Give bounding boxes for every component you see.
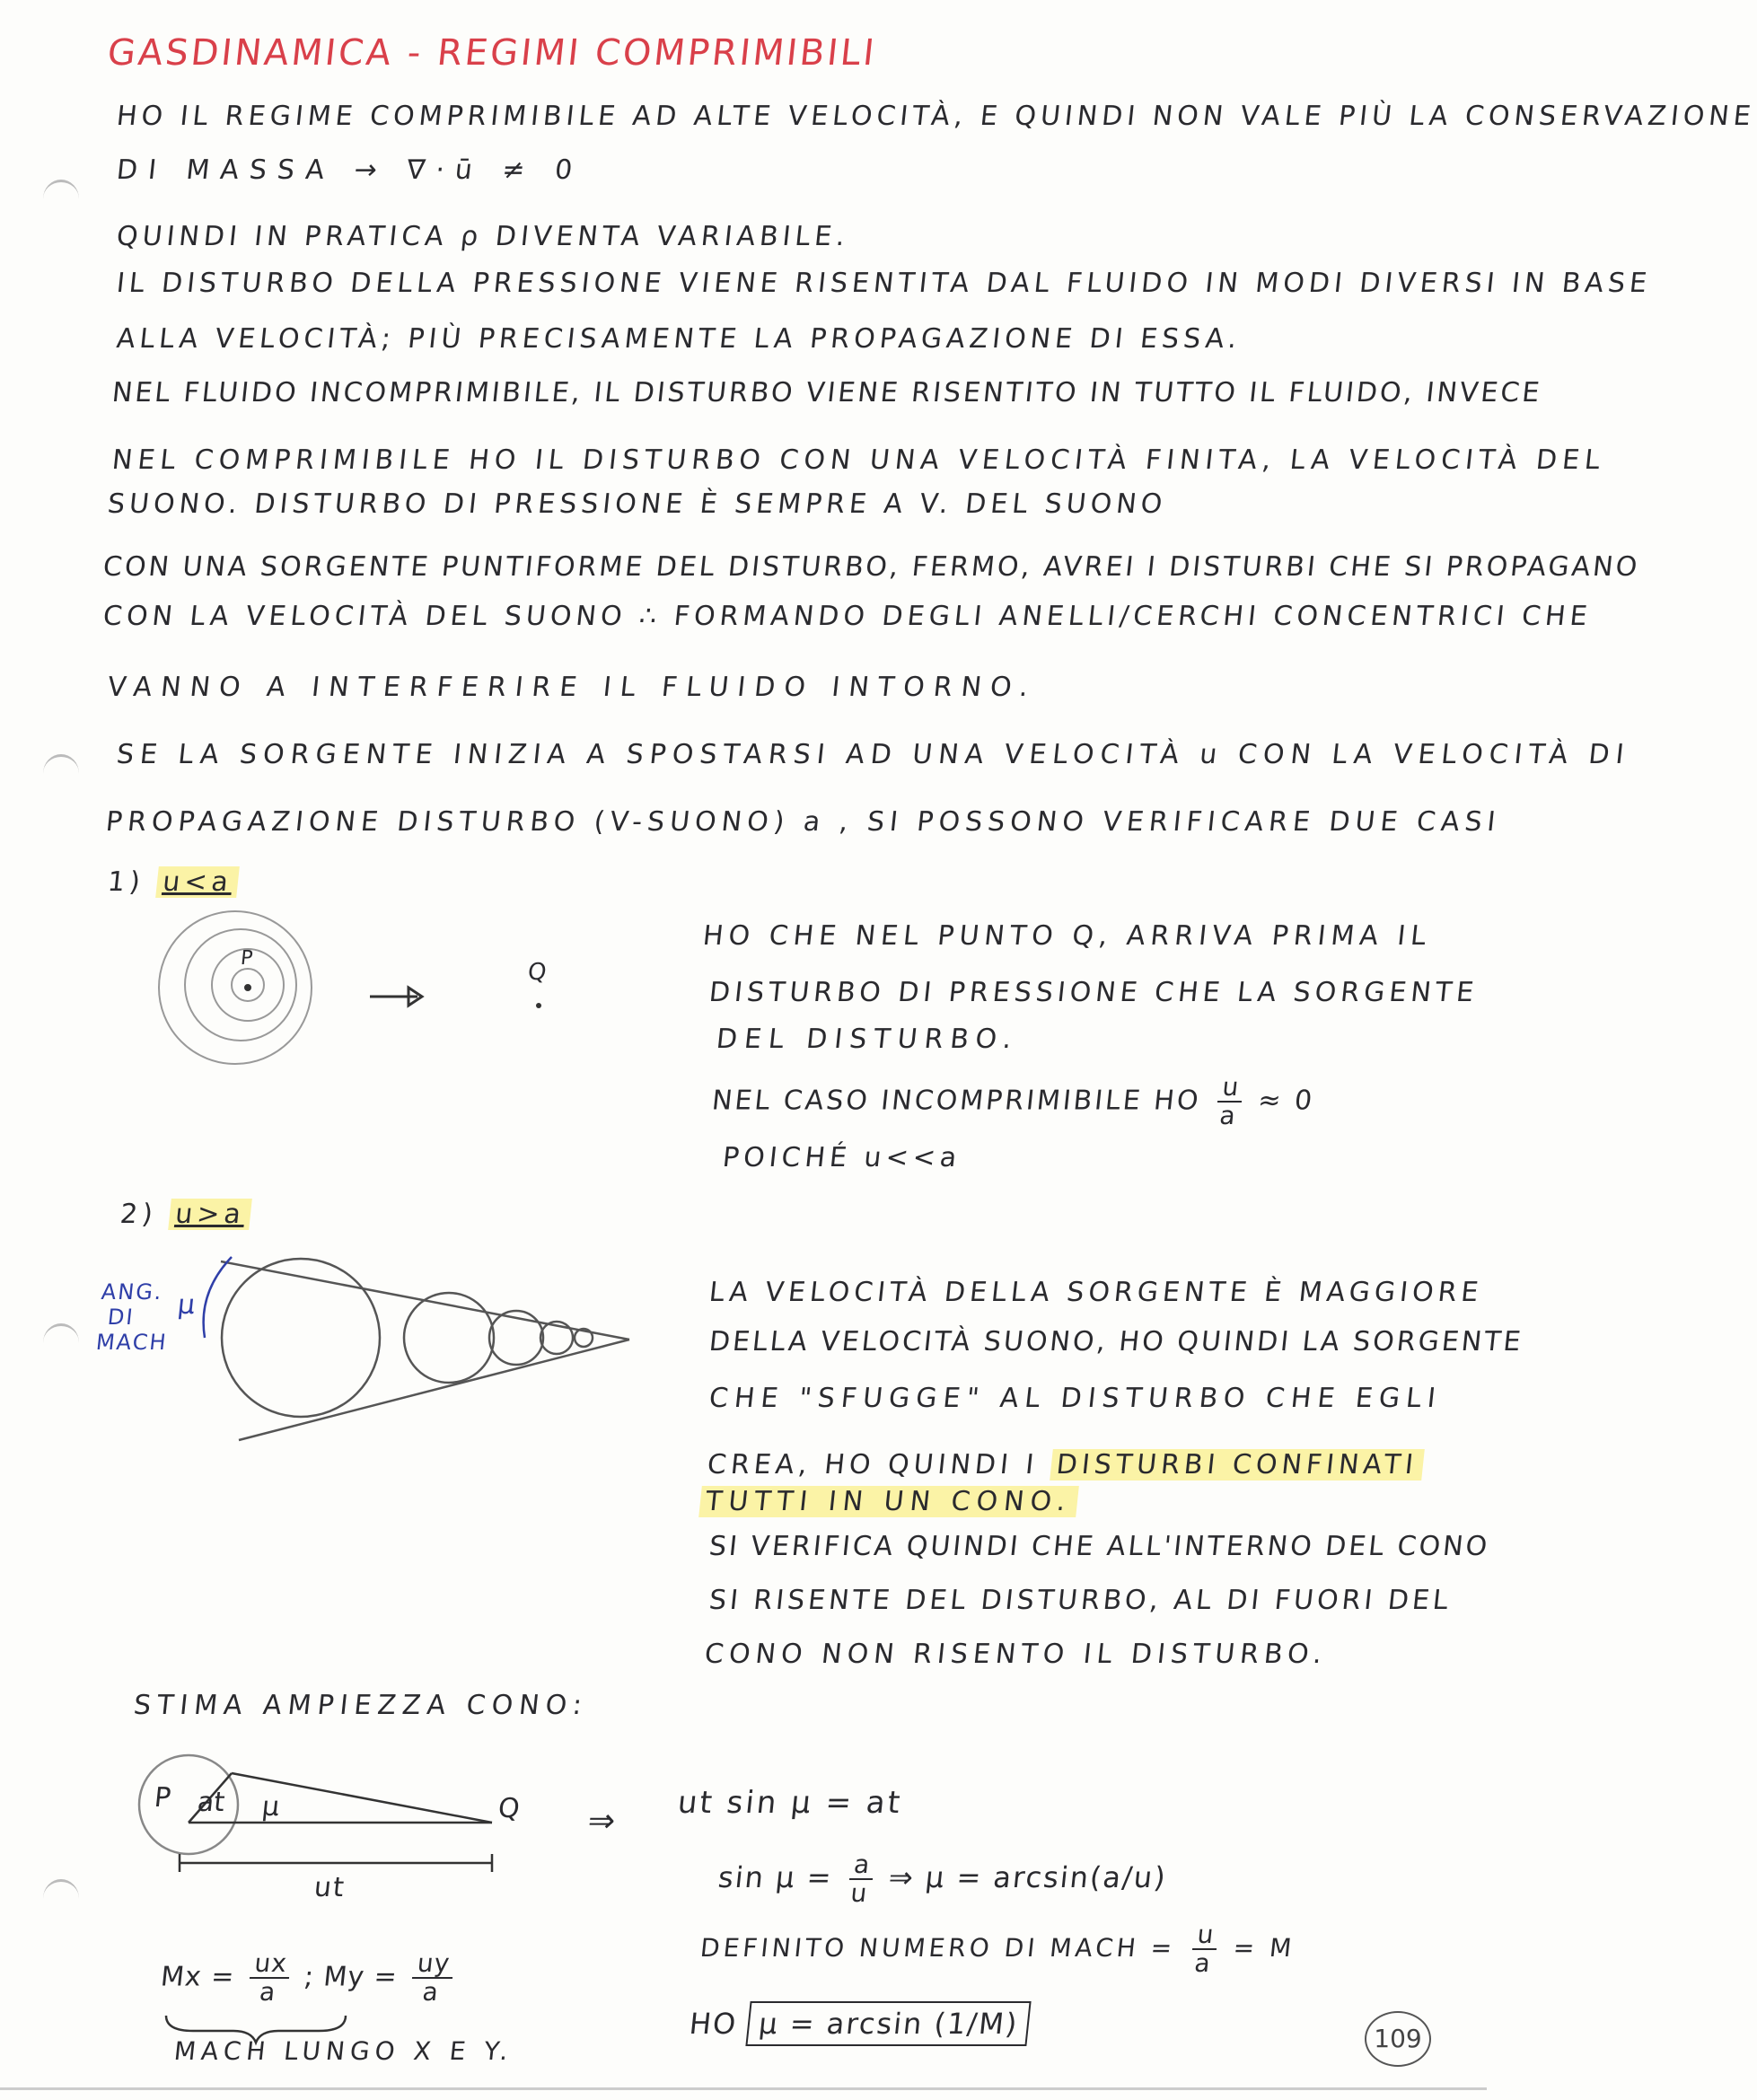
case2-number: 2) xyxy=(119,1199,159,1230)
text-line: CON UNA SORGENTE PUNTIFORME DEL DISTURBO, FERMO, AVREI I DISTURBI CHE SI PROPAGANO xyxy=(101,551,1642,583)
wave-circle xyxy=(222,1259,380,1417)
text-line: IL DISTURBO DELLA PRESSIONE VIENE RISENTITA DAL FLUIDO IN MODI DIVERSI IN BASE xyxy=(115,268,1653,299)
text-line: DEL DISTURBO. xyxy=(715,1024,1021,1055)
text-line: PROPAGAZIONE DISTURBO (V-SUONO) a , SI POSSONO VERIFICARE DUE CASI xyxy=(104,806,1503,838)
text-line: SUONO. DISTURBO DI PRESSIONE È SEMPRE A V. DEL SUONO xyxy=(106,488,1169,520)
equation: ut sin μ = at xyxy=(675,1785,905,1821)
highlighted-text: DISTURBI CONFINATI xyxy=(1050,1449,1425,1481)
text-line: HO CHE NEL PUNTO Q, ARRIVA PRIMA IL xyxy=(701,920,1433,952)
case2-heading xyxy=(119,1199,252,1230)
text-line: QUINDI IN PRATICA ρ DIVENTA VARIABILE. xyxy=(115,221,851,252)
page-number: 109 xyxy=(1365,2011,1431,2067)
highlighted-text: TUTTI IN UN CONO. xyxy=(698,1486,1078,1517)
equation: sin μ = $\frac{a}{u}$ ⇒ μ = arcsin(a/u) xyxy=(716,1850,1169,1908)
mach-angle-arc xyxy=(204,1257,232,1338)
text-line: SI RISENTE DEL DISTURBO, AL DI FUORI DEL xyxy=(707,1585,1454,1616)
label-q: Q xyxy=(496,1793,522,1824)
case1-condition: u<a xyxy=(156,866,240,898)
mu-symbol: μ xyxy=(176,1289,198,1321)
text-line: HO IL REGIME COMPRIMIBILE AD ALTE VELOCITÀ, E QUINDI NON VALE PIÙ LA CONSERVAZIONE xyxy=(115,101,1757,132)
label-at: at xyxy=(196,1787,226,1818)
text-line: ALLA VELOCITÀ; PIÙ PRECISAMENTE LA PROPAGAZIONE DI ESSA. xyxy=(115,323,1243,355)
mach-components: Mx = $\frac{ux}{a}$ ; My = $\frac{uy}{a}$ xyxy=(158,1950,461,2006)
incompressible-text: NEL CASO INCOMPRIMIBILE HO xyxy=(710,1085,1203,1117)
case2-condition: u>a xyxy=(169,1199,252,1230)
subsonic-diagram xyxy=(159,911,312,1064)
mach-angle-label: ANG. DI MACH xyxy=(94,1279,170,1355)
text-line: POICHÉ u<<a xyxy=(721,1142,963,1173)
approx-zero: ≈ 0 xyxy=(1256,1085,1316,1117)
point-q-label: Q xyxy=(526,959,549,986)
text-line: CONO NON RISENTO IL DISTURBO. xyxy=(703,1639,1329,1670)
point-p-label: P xyxy=(239,947,254,970)
text-line: DELLA VELOCITÀ SUONO, HO QUINDI LA SORGENTE xyxy=(707,1326,1525,1358)
text-line: DI MASSA → ∇·ū ≠ 0 xyxy=(115,154,585,186)
source-dot xyxy=(245,985,250,990)
label-ut: ut xyxy=(312,1872,347,1903)
implies-arrow: ⇒ xyxy=(585,1803,622,1840)
label-p: P xyxy=(153,1782,172,1814)
page-edge xyxy=(0,2087,1487,2090)
label-mu: μ xyxy=(260,1791,281,1823)
case1-number: 1) xyxy=(106,866,146,898)
text-line: CON LA VELOCITÀ DEL SUONO ∴ FORMANDO DEGLI ANELLI/CERCHI CONCENTRICI CHE xyxy=(101,601,1594,632)
page-title: GASDINAMICA - REGIMI COMPRIMIBILI xyxy=(105,32,879,74)
boxed-result: μ = arcsin (1/M) xyxy=(746,2001,1032,2046)
text-line: NEL COMPRIMIBILE HO IL DISTURBO CON UNA VELOCITÀ FINITA, LA VELOCITÀ DEL xyxy=(110,444,1607,476)
text-line: SE LA SORGENTE INIZIA A SPOSTARSI AD UNA VELOCITÀ u CON LA VELOCITÀ DI xyxy=(115,739,1632,770)
result-equation: HO μ = arcsin (1/M) xyxy=(688,2007,1031,2041)
text-line xyxy=(706,1449,1424,1481)
fraction: $\frac{u}{a}$ xyxy=(1215,1074,1244,1129)
wave-circle xyxy=(404,1293,494,1383)
wave-circle xyxy=(185,929,296,1041)
point-q-dot xyxy=(536,1003,541,1008)
text-line: SI VERIFICA QUINDI CHE ALL'INTERNO DEL CONO xyxy=(707,1531,1492,1562)
text-line xyxy=(709,1074,1318,1129)
mach-definition: DEFINITO NUMERO DI MACH = $\frac{u}{a}$ = M xyxy=(698,1920,1297,1978)
estimate-heading: STIMA AMPIEZZA CONO: xyxy=(132,1690,590,1721)
mach-note: MACH LUNGO X E Y. xyxy=(172,2036,515,2066)
text-line: LA VELOCITÀ DELLA SORGENTE È MAGGIORE xyxy=(707,1277,1485,1308)
text-line: CHE "SFUGGE" AL DISTURBO CHE EGLI xyxy=(707,1383,1444,1414)
text-span: CREA, HO QUINDI I xyxy=(706,1449,1041,1481)
cone-edge xyxy=(239,1340,629,1440)
text-line: DISTURBO DI PRESSIONE CHE LA SORGENTE xyxy=(707,977,1480,1008)
supersonic-cone-diagram xyxy=(204,1257,629,1440)
text-line: NEL FLUIDO INCOMPRIMIBILE, IL DISTURBO VIENE RISENTITO IN TUTTO IL FLUIDO, INVECE xyxy=(110,377,1544,409)
text-line: VANNO A INTERFERIRE IL FLUIDO INTORNO. xyxy=(106,672,1039,703)
